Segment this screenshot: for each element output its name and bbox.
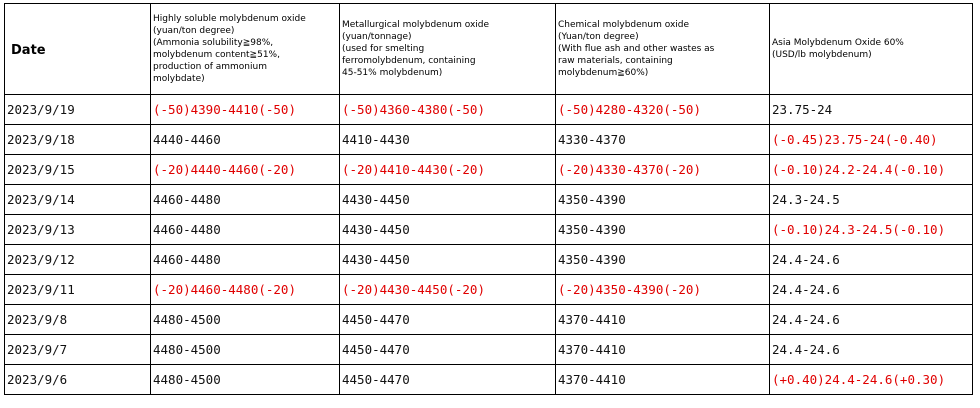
asia-price-cell: (-0.45)23.75-24(-0.40)	[770, 125, 973, 155]
date-cell: 2023/9/6	[5, 365, 151, 395]
date-cell: 2023/9/18	[5, 125, 151, 155]
table-row	[5, 155, 973, 185]
table-row	[5, 215, 973, 245]
metallurgical-price-cell: (-20)4430-4450(-20)	[340, 275, 556, 305]
header-line: molybdenum≧60%)	[558, 68, 649, 78]
metallurgical-price-cell: (-20)4410-4430(-20)	[340, 155, 556, 185]
chemical-price-cell: 4370-4410	[556, 335, 770, 365]
header-line: (Ammonia solubility≧98%,	[153, 38, 274, 48]
highly-soluble-price-cell: (-20)4440-4460(-20)	[151, 155, 340, 185]
date-cell: 2023/9/14	[5, 185, 151, 215]
molybdenum-oxide-price-table	[4, 3, 973, 395]
table-row	[5, 365, 973, 395]
header-line: 45-51% molybdenum)	[342, 68, 443, 78]
asia-price-cell: 24.4-24.6	[770, 245, 973, 275]
table-header	[5, 4, 973, 95]
header-line: molybdenum content≧51%,	[153, 50, 280, 60]
date-cell: 2023/9/8	[5, 305, 151, 335]
highly-soluble-price-cell: 4460-4480	[151, 245, 340, 275]
header-row	[5, 4, 973, 95]
metallurgical-oxide-column-header	[340, 4, 556, 95]
asia-price-cell: 24.4-24.6	[770, 335, 973, 365]
date-cell: 2023/9/15	[5, 155, 151, 185]
table-row	[5, 125, 973, 155]
chemical-price-cell: 4350-4390	[556, 185, 770, 215]
asia-oxide-column-header	[770, 4, 973, 95]
date-cell: 2023/9/19	[5, 95, 151, 125]
asia-price-cell: 24.4-24.6	[770, 275, 973, 305]
date-cell: 2023/9/13	[5, 215, 151, 245]
metallurgical-price-cell: 4450-4470	[340, 335, 556, 365]
date-column-header	[5, 4, 151, 95]
chemical-price-cell: (-20)4330-4370(-20)	[556, 155, 770, 185]
asia-price-cell: (+0.40)24.4-24.6(+0.30)	[770, 365, 973, 395]
asia-price-cell: 24.4-24.6	[770, 305, 973, 335]
highly-soluble-price-cell: 4480-4500	[151, 365, 340, 395]
asia-price-cell: 23.75-24	[770, 95, 973, 125]
header-line: (used for smelting	[342, 44, 425, 54]
asia-price-cell: (-0.10)24.2-24.4(-0.10)	[770, 155, 973, 185]
table-row	[5, 185, 973, 215]
chemical-price-cell: 4330-4370	[556, 125, 770, 155]
chemical-price-cell: 4350-4390	[556, 215, 770, 245]
header-line: Date	[11, 43, 46, 58]
highly-soluble-price-cell: 4460-4480	[151, 215, 340, 245]
date-cell: 2023/9/7	[5, 335, 151, 365]
table-body	[5, 95, 973, 395]
asia-price-cell: 24.3-24.5	[770, 185, 973, 215]
header-line: Chemical molybdenum oxide	[558, 20, 690, 30]
table-row	[5, 95, 973, 125]
table-row	[5, 275, 973, 305]
header-line: Metallurgical molybdenum oxide	[342, 20, 490, 30]
header-line: raw materials, containing	[558, 56, 673, 66]
header-line: (Yuan/ton degree)	[558, 32, 639, 42]
chemical-price-cell: (-20)4350-4390(-20)	[556, 275, 770, 305]
header-line: (USD/lb molybdenum)	[772, 50, 872, 60]
asia-price-cell: (-0.10)24.3-24.5(-0.10)	[770, 215, 973, 245]
header-line: (yuan/ton degree)	[153, 26, 235, 36]
metallurgical-price-cell: 4430-4450	[340, 245, 556, 275]
chemical-price-cell: 4350-4390	[556, 245, 770, 275]
highly-soluble-price-cell: 4440-4460	[151, 125, 340, 155]
chemical-price-cell: 4370-4410	[556, 305, 770, 335]
chemical-price-cell: (-50)4280-4320(-50)	[556, 95, 770, 125]
header-line: (With flue ash and other wastes as	[558, 44, 715, 54]
highly-soluble-price-cell: (-20)4460-4480(-20)	[151, 275, 340, 305]
header-line: production of ammonium	[153, 62, 267, 72]
header-line: ferromolybdenum, containing	[342, 56, 476, 66]
header-line: (yuan/tonnage)	[342, 32, 412, 42]
header-line: Asia Molybdenum Oxide 60%	[772, 38, 904, 48]
highly-soluble-price-cell: 4480-4500	[151, 335, 340, 365]
table-row	[5, 305, 973, 335]
highly-soluble-oxide-column-header	[151, 4, 340, 95]
table-row	[5, 335, 973, 365]
table-row	[5, 245, 973, 275]
metallurgical-price-cell: 4410-4430	[340, 125, 556, 155]
metallurgical-price-cell: 4450-4470	[340, 365, 556, 395]
date-cell: 2023/9/11	[5, 275, 151, 305]
highly-soluble-price-cell: 4480-4500	[151, 305, 340, 335]
date-cell: 2023/9/12	[5, 245, 151, 275]
header-line: molybdate)	[153, 74, 205, 84]
highly-soluble-price-cell: 4460-4480	[151, 185, 340, 215]
metallurgical-price-cell: 4430-4450	[340, 185, 556, 215]
metallurgical-price-cell: (-50)4360-4380(-50)	[340, 95, 556, 125]
chemical-price-cell: 4370-4410	[556, 365, 770, 395]
header-line: Highly soluble molybdenum oxide	[153, 14, 306, 24]
highly-soluble-price-cell: (-50)4390-4410(-50)	[151, 95, 340, 125]
chemical-oxide-column-header	[556, 4, 770, 95]
metallurgical-price-cell: 4430-4450	[340, 215, 556, 245]
metallurgical-price-cell: 4450-4470	[340, 305, 556, 335]
